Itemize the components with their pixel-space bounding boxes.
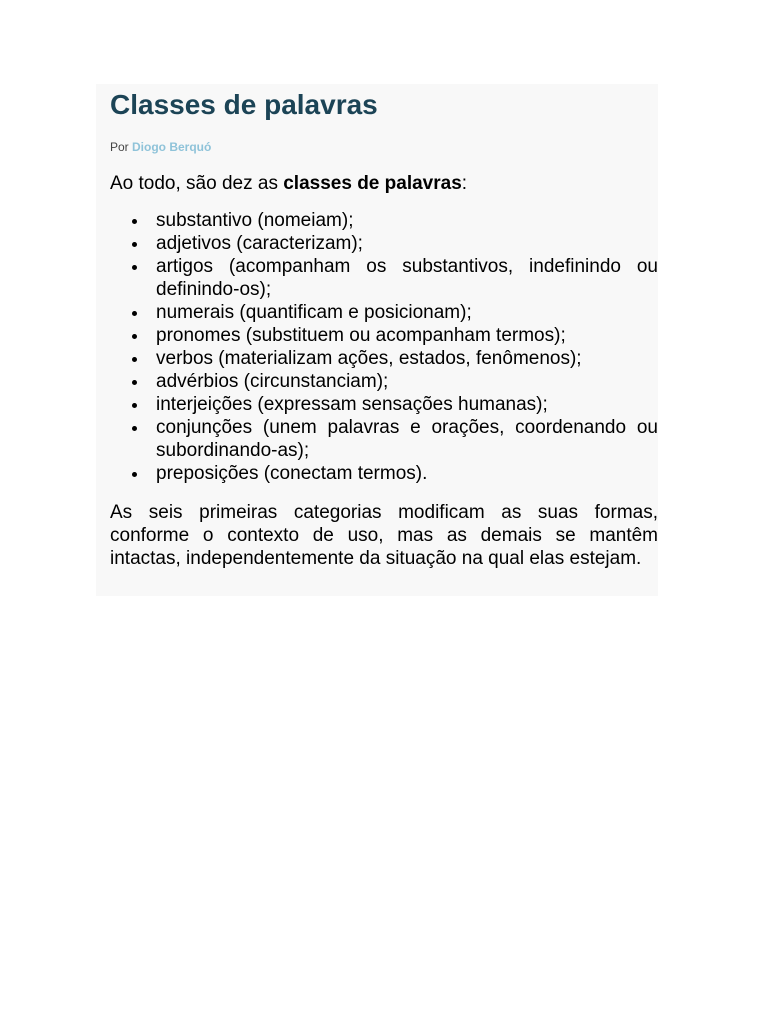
list-item-text: preposições (conectam termos).	[156, 463, 428, 484]
bullet-icon	[132, 357, 137, 362]
bullet-icon	[132, 380, 137, 385]
list-item	[110, 324, 658, 347]
bullet-icon	[132, 334, 137, 339]
list-item-text: pronomes (substituem ou acompanham termos);	[156, 325, 566, 346]
list-item	[110, 416, 658, 462]
intro-prefix: Ao todo, são dez as	[110, 173, 284, 194]
bullet-icon	[132, 242, 137, 247]
list-item-text: advérbios (circunstanciam);	[156, 371, 389, 392]
byline-prefix: Por	[110, 140, 133, 154]
list-item	[110, 255, 658, 301]
byline	[110, 140, 658, 154]
bullet-icon	[132, 426, 137, 431]
list-item	[110, 301, 658, 324]
list-item-text: artigos (acompanham os substantivos, indefinindo ou definindo-os);	[156, 256, 658, 300]
list-item-text: interjeições (expressam sensações humanas);	[156, 394, 548, 415]
closing-paragraph: As seis primeiras categorias modificam as suas formas, conforme o contexto de uso, mas as demais se mantêm intactas, independentemente da situação na qual elas estejam.	[110, 502, 658, 569]
bullet-icon	[132, 311, 137, 316]
author-link[interactable]: Diogo Berquó	[132, 140, 212, 154]
list-item	[110, 393, 658, 416]
list-item	[110, 370, 658, 393]
list-item	[110, 232, 658, 255]
list-item-text: verbos (materializam ações, estados, fenômenos);	[156, 348, 582, 369]
intro-paragraph	[110, 172, 658, 195]
intro-suffix: :	[461, 173, 468, 194]
word-classes-list	[110, 209, 658, 485]
bullet-icon	[132, 403, 137, 408]
article-title: Classes de palavras	[110, 89, 378, 120]
list-item	[110, 209, 658, 232]
list-item-text: substantivo (nomeiam);	[156, 210, 354, 231]
list-item	[110, 462, 658, 485]
list-item-text: numerais (quantificam e posicionam);	[156, 302, 472, 323]
bullet-icon	[132, 219, 137, 224]
list-item-text: conjunções (unem palavras e orações, coordenando ou subordinando-as);	[156, 417, 658, 461]
bullet-icon	[132, 472, 137, 477]
list-item	[110, 347, 658, 370]
list-item-text: adjetivos (caracterizam);	[156, 233, 363, 254]
intro-bold-term: classes de palavras	[283, 173, 462, 194]
article-body	[96, 84, 658, 596]
bullet-icon	[132, 265, 137, 270]
